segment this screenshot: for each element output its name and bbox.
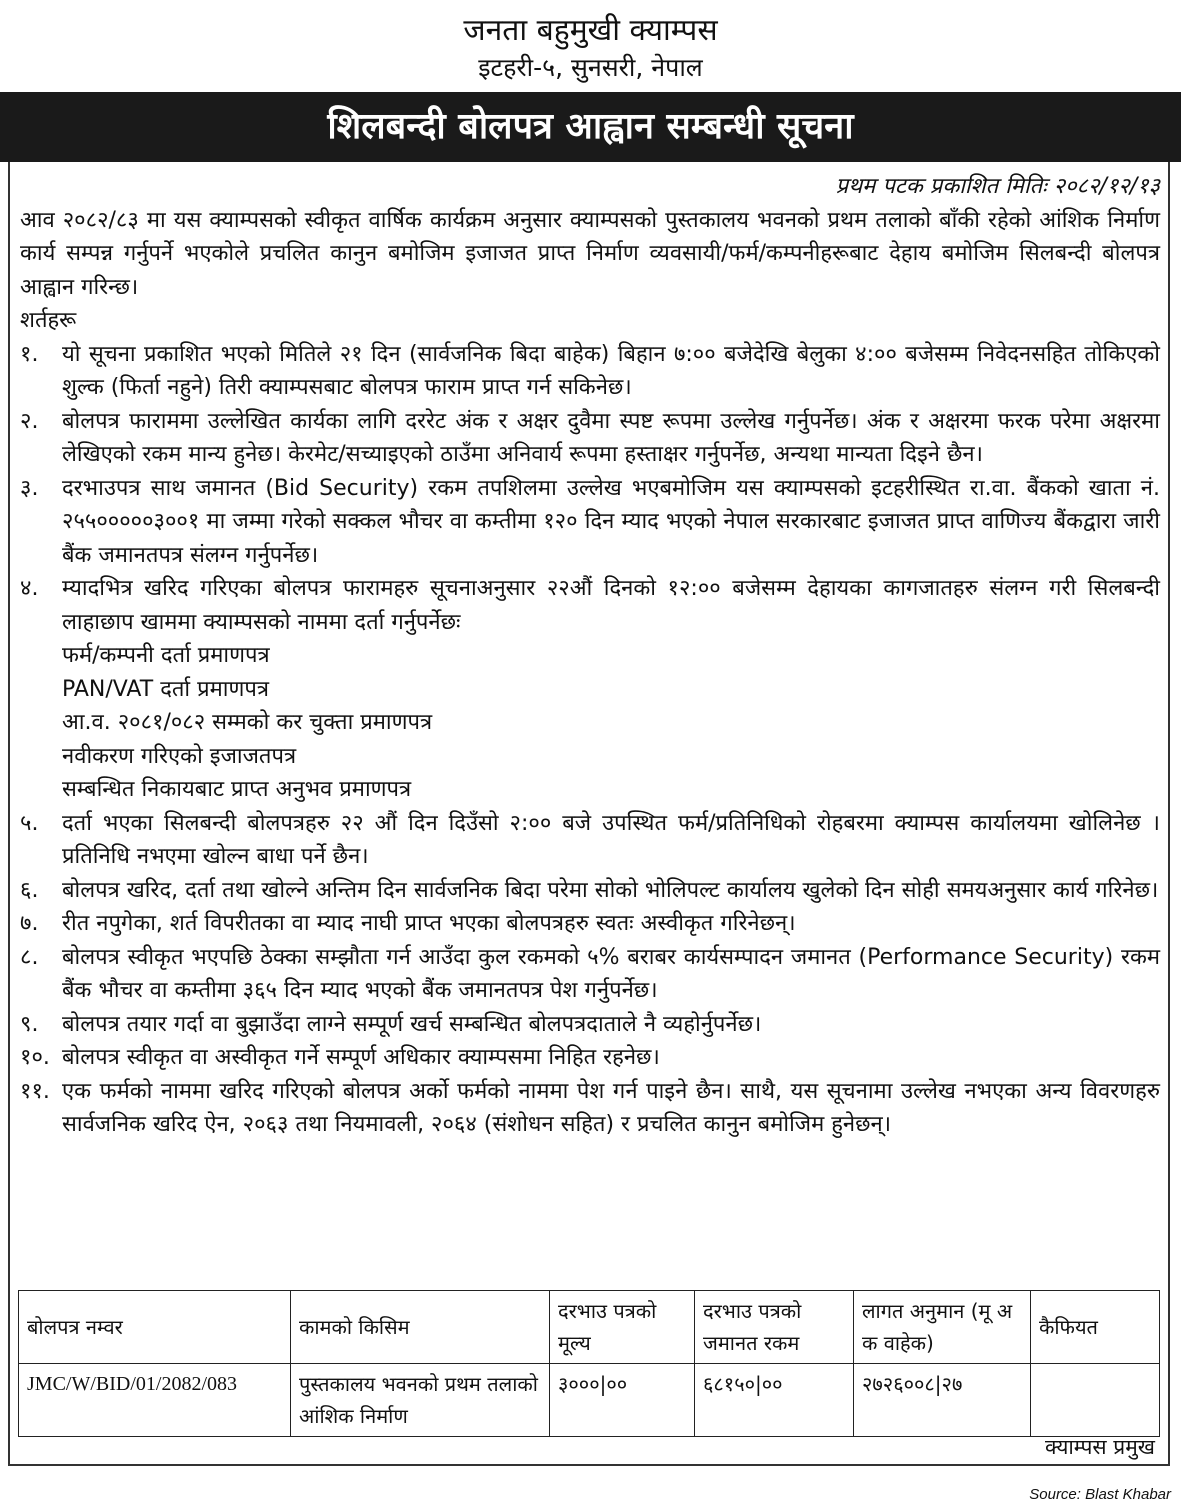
table-row: [19, 1364, 1160, 1437]
notice-body: [20, 170, 1160, 1142]
cell-bid-number: JMC/W/BID/01/2082/083: [19, 1364, 291, 1437]
condition-text: दर्ता भएका सिलबन्दी बोलपत्रहरु २२ औं दिन दिउँसो २:०० बजे उपस्थित फर्म/प्रतिनिधिको रोहबरमा क्याम्पस कार्यालयमा खोलिनेछ । प्रतिनिधि नभएमा खोल्न बाधा पर्ने छैन।: [62, 810, 1160, 869]
published-date: प्रथम पटक प्रकाशित मितिः २०८२/१२/१३: [835, 174, 1160, 199]
required-document: PAN/VAT दर्ता प्रमाणपत्र: [62, 676, 270, 702]
col-bid-number: बोलपत्र नम्वर: [19, 1291, 291, 1364]
condition-item: [20, 405, 1160, 472]
condition-number: ११.: [20, 1078, 50, 1104]
cell-form-price: ३०००|००: [550, 1364, 695, 1437]
condition-text: बोलपत्र स्वीकृत वा अस्वीकृत गर्ने सम्पूर्ण अधिकार क्याम्पसमा निहित रहनेछ।: [62, 1045, 660, 1070]
conditions-heading: शर्तहरू: [20, 308, 77, 333]
condition-text: एक फर्मको नाममा खरिद गरिएको बोलपत्र अर्को फर्मको नाममा पेश गर्न पाइने छैन। साथै, यस सूचनामा उल्लेख नभएका अन्य विवरणहरु सार्वजनिक खरिद ऐन, २०६३ तथा नियमावली, २०६४ (संशोधन सहित) र प्रचलित कानुन बमोजिम हुनेछन्।: [62, 1078, 1160, 1137]
col-remarks: कैफियत: [1031, 1291, 1160, 1364]
condition-item: [20, 338, 1160, 405]
required-document: आ.व. २०८१/०८२ सम्मको कर चुक्ता प्रमाणपत्र: [62, 710, 433, 735]
condition-number: ७.: [20, 911, 39, 936]
condition-text: रीत नपुगेका, शर्त विपरीतका वा म्याद नाघी प्राप्त भएका बोलपत्रहरु स्वतः अस्वीकृत गरिनेछन्।: [62, 911, 796, 936]
condition-item: [20, 1075, 1160, 1142]
condition-text: बोलपत्र स्वीकृत भएपछि ठेक्का सम्झौता गर्न आउँदा कुल रकमको ५% बराबर कार्यसम्पादन जमानत (Performance Security) रकम बैंक भौचर वा कम्तीमा ३६५ दिन म्याद भएको बैंक जमानतपत्र पेश गर्नुपर्नेछ।: [62, 944, 1160, 1003]
source-credit: Source: Blast Khabar: [1029, 1486, 1171, 1503]
condition-number: ३.: [20, 475, 39, 501]
condition-item: [20, 472, 1160, 573]
col-bid-security: दरभाउ पत्रको जमानत रकम: [695, 1291, 854, 1364]
required-document: फर्म/कम्पनी दर्ता प्रमाणपत्र: [62, 643, 270, 668]
cell-bid-security: ६८१५०|००: [695, 1364, 854, 1437]
condition-number: ६.: [20, 877, 39, 903]
institution-address: इटहरी-५, सुनसरी, नेपाल: [478, 53, 703, 82]
notice-title: शिलबन्दी बोलपत्र आह्वान सम्बन्धी सूचना: [0, 92, 1181, 162]
condition-number: ८.: [20, 944, 39, 970]
condition-item: [20, 1008, 1160, 1042]
col-cost-estimate: लागत अनुमान (मू अ क वाहेक): [854, 1291, 1031, 1364]
cell-remarks: [1031, 1364, 1160, 1437]
signature: क्याम्पस प्रमुख: [1044, 1435, 1155, 1459]
col-form-price: दरभाउ पत्रको मूल्य: [550, 1291, 695, 1364]
condition-text: बोलपत्र तयार गर्दा वा बुझाउँदा लाग्ने सम्पूर्ण खर्च सम्बन्धित बोलपत्रदाताले नै व्यहोर्नुपर्नेछ।: [62, 1011, 762, 1037]
cell-work-type: पुस्तकालय भवनको प्रथम तलाको आंशिक निर्माण: [291, 1364, 550, 1437]
col-work-type: कामको किसिम: [291, 1291, 550, 1364]
condition-number: ५.: [20, 810, 39, 836]
condition-item: [20, 1041, 1160, 1075]
required-document: सम्बन्धित निकायबाट प्राप्त अनुभव प्रमाणपत्र: [62, 777, 412, 802]
condition-item: [20, 907, 1160, 941]
cell-cost-estimate: २७२६००८|२७: [854, 1364, 1031, 1437]
condition-text: म्यादभित्र खरिद गरिएका बोलपत्र फारामहरु सूचनाअनुसार २२औं दिनको १२:०० बजेसम्म देहायका कागजातहरु संलग्न गरी सिलबन्दी लाहाछाप खाममा क्याम्पसको नाममा दर्ता गर्नुपर्नेछः: [62, 576, 1160, 635]
intro-paragraph: आव २०८२/८३ मा यस क्याम्पसको स्वीकृत वार्षिक कार्यक्रम अनुसार क्याम्पसको पुस्तकालय भवनको प्रथम तलाको बाँकी रहेको आंशिक निर्माण कार्य सम्पन्न गर्नुपर्ने भएकोले प्रचलित कानुन बमोजिम इजाजत प्राप्त निर्माण व्यवसायी/फर्म/कम्पनीहरूबाट देहाय बमोजिम सिलबन्दी बोलपत्र आह्वान गरिन्छ।: [20, 207, 1160, 300]
condition-number: २.: [20, 408, 39, 434]
condition-text: बोलपत्र खरिद, दर्ता तथा खोल्ने अन्तिम दिन सार्वजनिक बिदा परेमा सोको भोलिपल्ट कार्यालय खुलेको दिन सोही समयअनुसार कार्य गरिनेछ।: [62, 877, 1159, 903]
institution-name: जनता बहुमुखी क्याम्पस: [463, 13, 718, 48]
condition-number: १.: [20, 341, 39, 367]
condition-item: [20, 874, 1160, 908]
condition-text: दरभाउपत्र साथ जमानत (Bid Security) रकम तपशिलमा उल्लेख भएबमोजिम यस क्याम्पसको इटहरीस्थित रा.वा. बैंकको खाता नं. २५५०००००३००१ मा जम्मा गरेको सक्कल भौचर वा कम्तीमा १२० दिन म्याद भएको नेपाल सरकारबाट इजाजत प्राप्त वाणिज्य बैंकद्वारा जारी बैंक जमानतपत्र संलग्न गर्नुपर्नेछ।: [62, 475, 1160, 568]
conditions-list: [20, 338, 1160, 1142]
condition-text: यो सूचना प्रकाशित भएको मितिले २१ दिन (सार्वजनिक बिदा बाहेक) बिहान ७:०० बजेदेखि बेलुका ४:०० बजेसम्म निवेदनसहित तोकिएको शुल्क (फिर्ता नहुने) तिरी क्याम्पसबाट बोलपत्र फाराम प्राप्त गर्न सकिनेछ।: [62, 341, 1160, 400]
condition-number: ४.: [20, 576, 39, 601]
condition-number: ९.: [20, 1011, 39, 1037]
condition-number: १०.: [20, 1045, 50, 1070]
condition-item: [20, 572, 1160, 639]
table-header-row: [19, 1291, 1160, 1364]
bid-table: [18, 1290, 1160, 1437]
condition-text: बोलपत्र फाराममा उल्लेखित कार्यका लागि दररेट अंक र अक्षर दुवैमा स्पष्ट रूपमा उल्लेख गर्नुपर्नेछ। अंक र अक्षरमा फरक परेमा अक्षरमा लेखिएको रकम मान्य हुनेछ। केरमेट/सच्याइएको ठाउँमा अनिवार्य रूपमा हस्ताक्षर गर्नुपर्नेछ, अन्यथा मान्यता दिइने छैन।: [62, 408, 1160, 467]
required-document: नवीकरण गरिएको इजाजतपत्र: [62, 743, 297, 769]
condition-item: [20, 941, 1160, 1008]
condition-item: [20, 807, 1160, 874]
